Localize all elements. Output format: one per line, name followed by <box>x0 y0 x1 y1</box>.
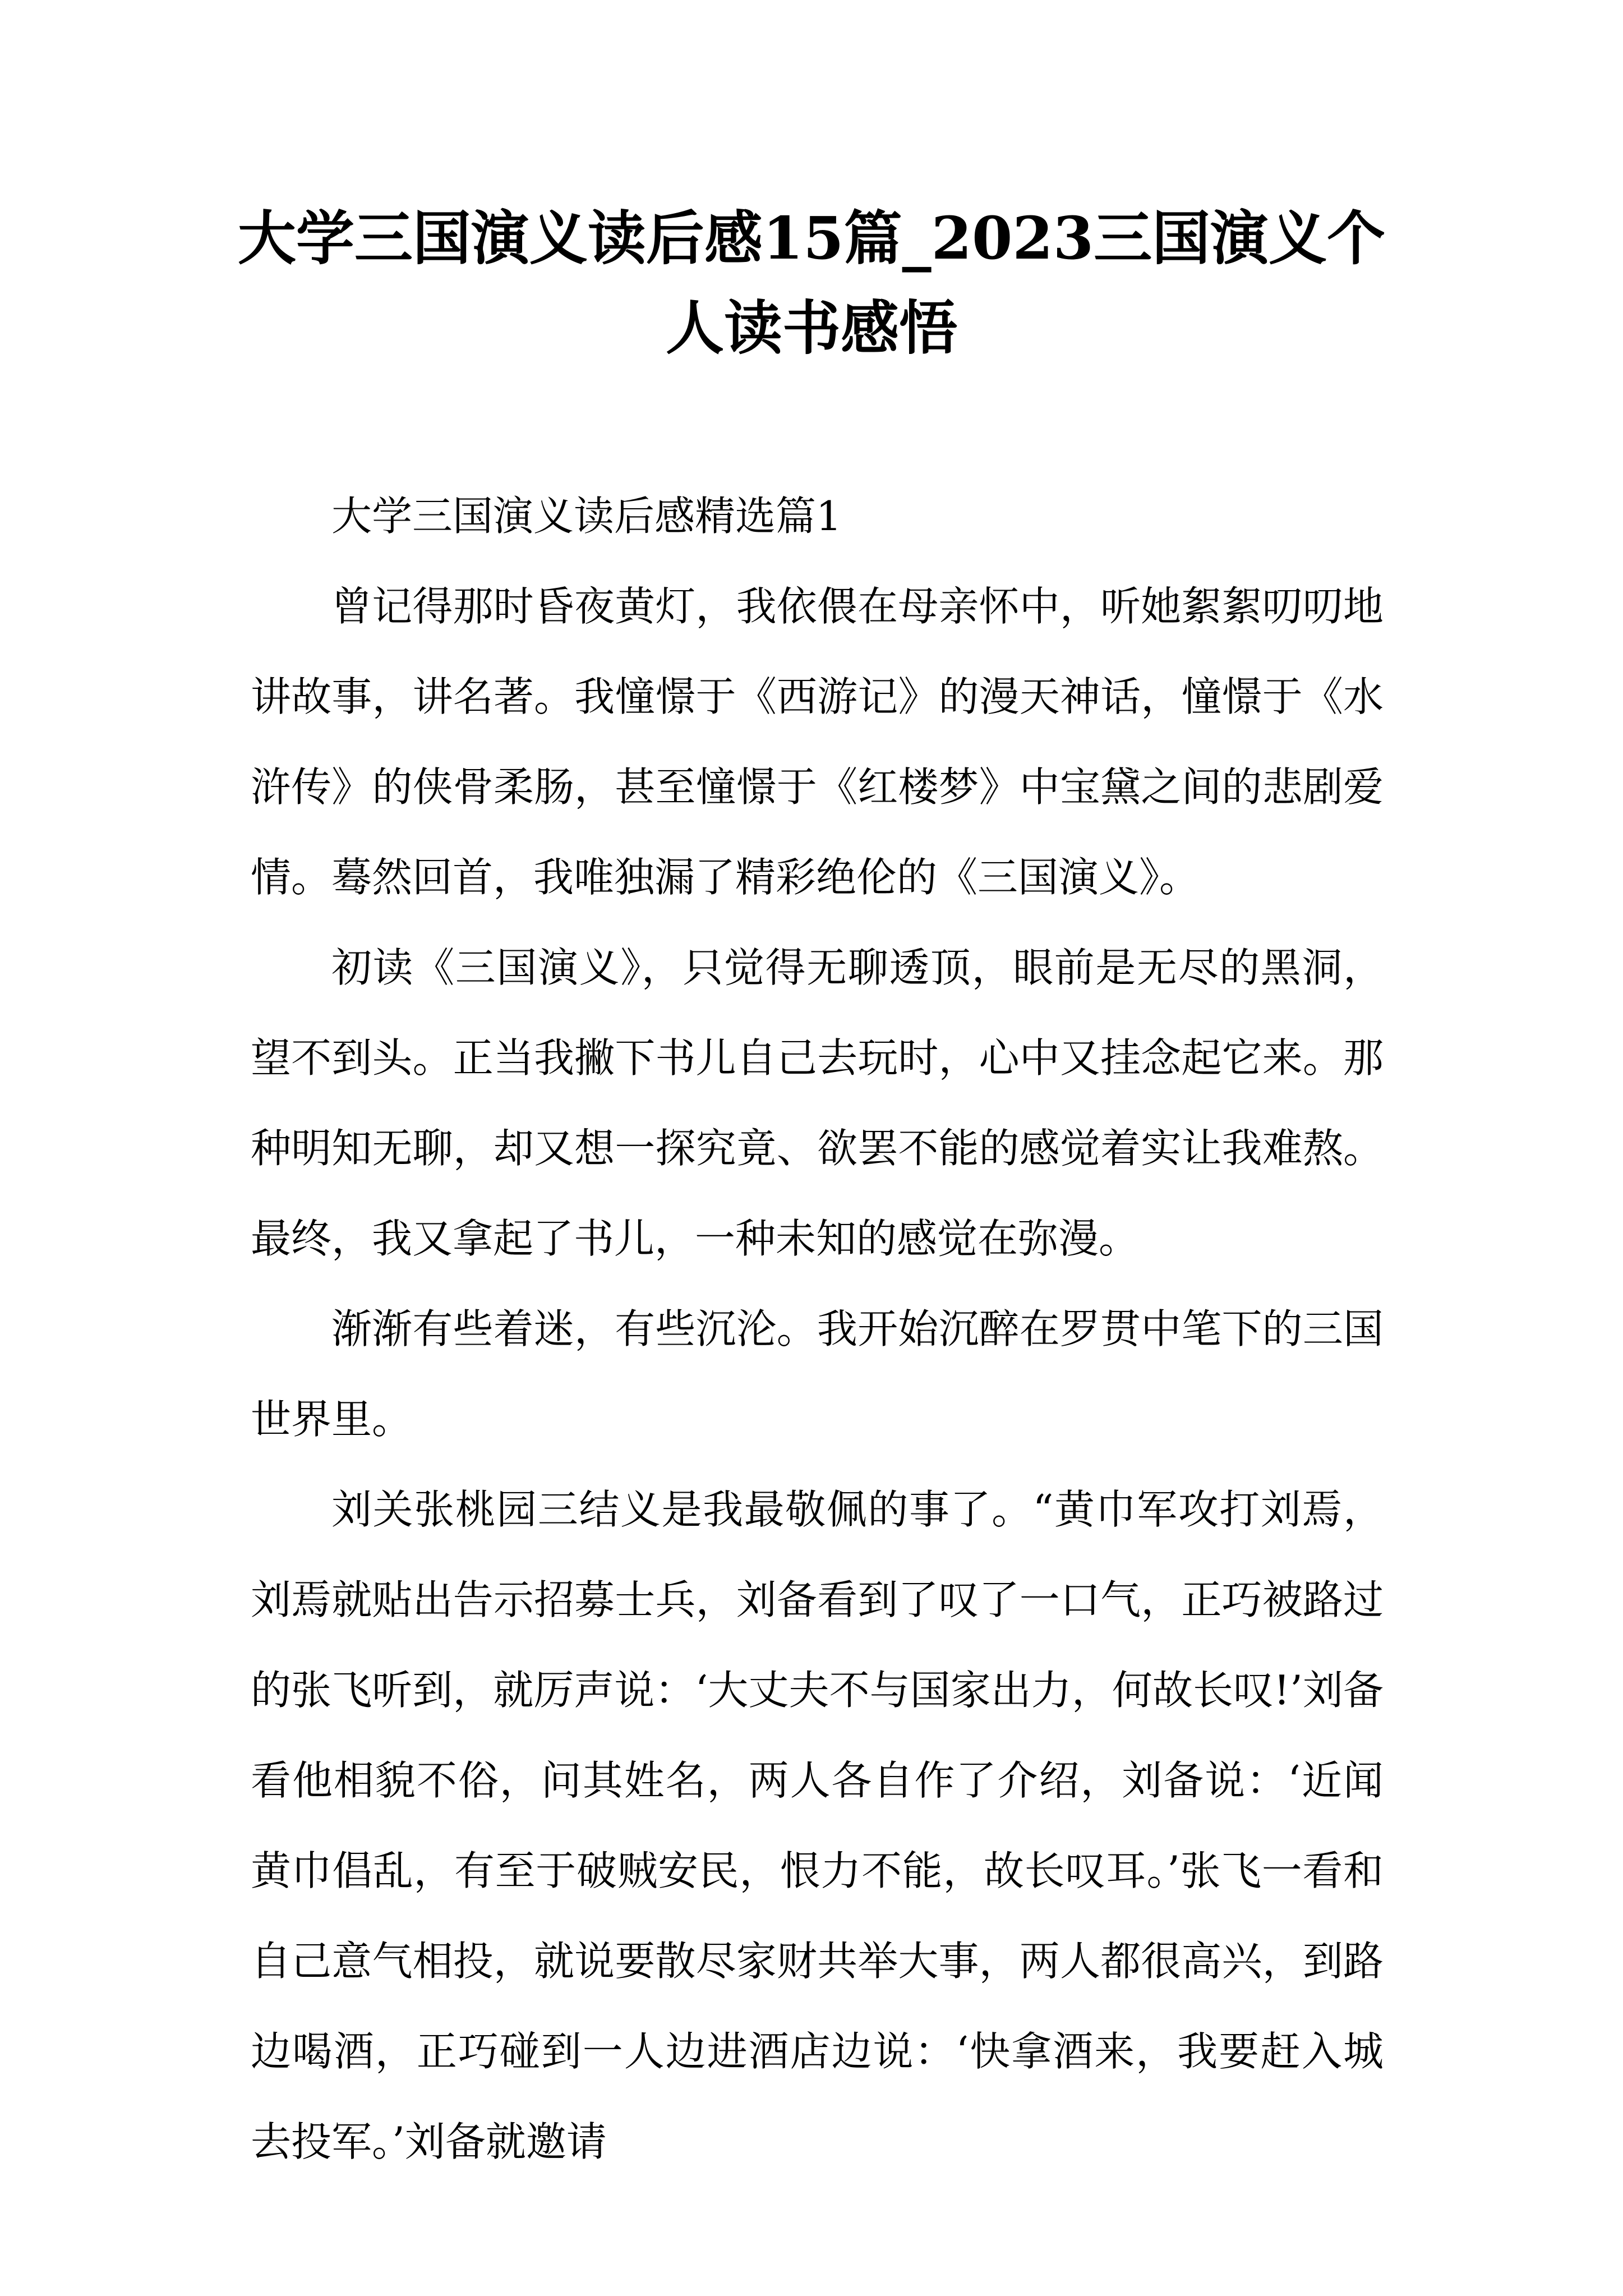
paragraph: 初读《三国演义》，只觉得无聊透顶，眼前是无尽的黑洞，望不到头。正当我撇下书儿自己去玩时，心中又挂念起它来。那种明知无聊，却又想一探究竟、欲罢不能的感觉着实让我难熬。最终，我又拿起了书儿，一种未知的感觉在弥漫。 <box>251 944 1384 1262</box>
document-body <box>251 471 1384 2187</box>
paragraph: 渐渐有些着迷，有些沉沦。我开始沉醉在罗贯中笔下的三国世界里。 <box>251 1305 1384 1443</box>
section-heading: 大学三国演义读后感精选篇1 <box>331 493 842 540</box>
paragraph: 曾记得那时昏夜黄灯，我依偎在母亲怀中，听她絮絮叨叨地讲故事，讲名著。我憧憬于《西游记》的漫天神话，憧憬于《水浒传》的侠骨柔肠，甚至憧憬于《红楼梦》中宝黛之间的悲剧爱情。蓦然回首，我唯独漏了精彩绝伦的《三国演义》。 <box>251 583 1384 901</box>
paragraph: 刘关张桃园三结义是我最敬佩的事了。“黄巾军攻打刘焉，刘焉就贴出告示招募士兵，刘备看到了叹了一口气，正巧被路过的张飞听到，就厉声说：‘大丈夫不与国家出力，何故长叹!’刘备看他相貌不俗，问其姓名，两人各自作了介绍，刘备说：‘近闻黄巾倡乱，有至于破贼安民，恨力不能，故长叹耳。’张飞一看和自己意气相投，就说要散尽家财共举大事，两人都很高兴，到路边喝酒，正巧碰到一人边进酒店边说：‘快拿酒来，我要赶入城去投军。’刘备就邀请 <box>251 1486 1384 2165</box>
document-title: 大学三国演义读后感15篇_2023三国演义个人读书感悟 <box>237 204 1386 362</box>
